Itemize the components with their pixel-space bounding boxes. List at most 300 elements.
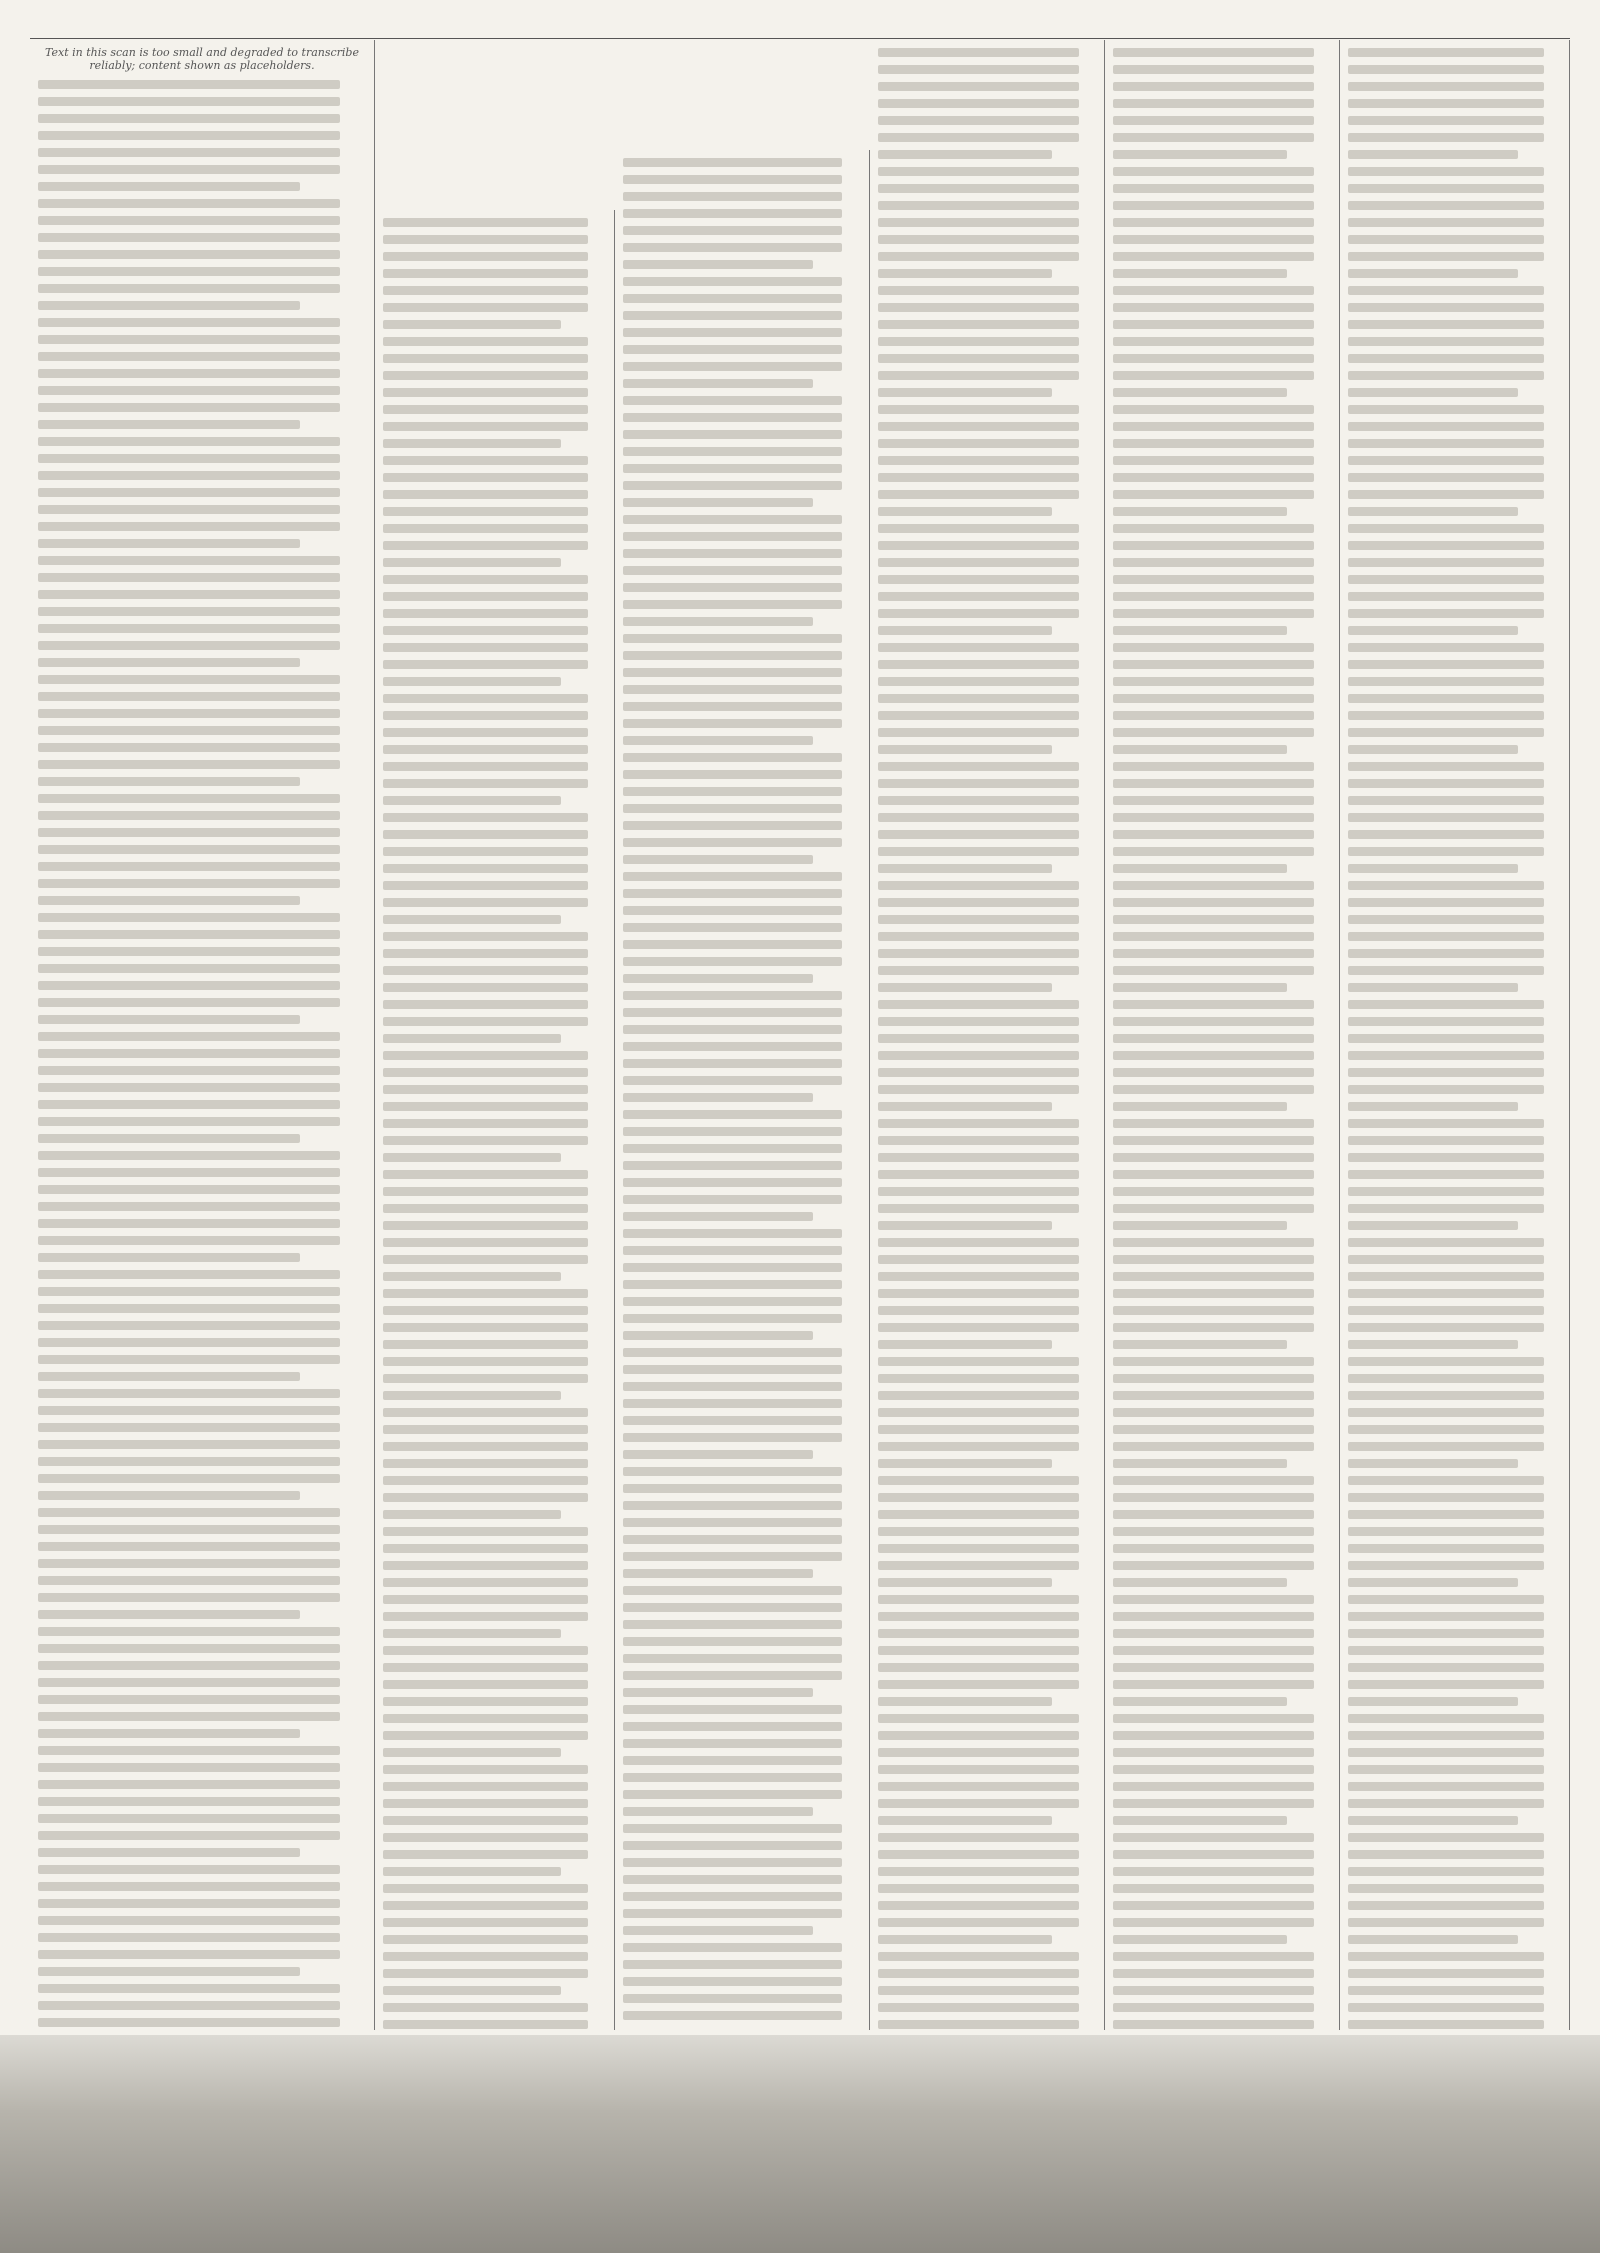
text-line <box>1348 1612 1544 1621</box>
text-line <box>623 1399 842 1408</box>
text-line <box>383 1034 561 1043</box>
text-line <box>1348 1748 1544 1757</box>
text-line <box>1348 269 1518 278</box>
text-line <box>383 762 588 771</box>
text-line <box>1348 1068 1544 1077</box>
text-line <box>1113 320 1314 329</box>
text-line <box>383 1680 588 1689</box>
text-line <box>383 303 588 312</box>
text-line <box>878 558 1079 567</box>
text-line <box>1348 1969 1544 1978</box>
text-line <box>878 677 1079 686</box>
text-line <box>1113 1153 1314 1162</box>
text-line <box>623 855 813 864</box>
text-line <box>1113 405 1314 414</box>
text-line <box>1113 371 1314 380</box>
text-line <box>878 1442 1079 1451</box>
text-line <box>623 906 842 915</box>
text-line <box>878 1408 1079 1417</box>
text-line <box>1348 626 1518 635</box>
column-1 <box>30 40 375 2030</box>
text-line <box>38 182 300 191</box>
text-line <box>1113 1051 1314 1060</box>
text-line <box>1113 1442 1314 1451</box>
text-line <box>1348 167 1544 176</box>
text-line <box>623 1110 842 1119</box>
text-line <box>38 1899 340 1908</box>
text-line <box>1348 1986 1544 1995</box>
text-line <box>383 609 588 618</box>
text-line <box>878 201 1079 210</box>
text-line <box>1113 167 1314 176</box>
text-line <box>1113 1901 1314 1910</box>
text-line <box>1113 133 1314 142</box>
text-line <box>383 626 588 635</box>
text-line <box>1348 439 1544 448</box>
text-line <box>383 490 588 499</box>
text-line <box>878 1850 1079 1859</box>
text-line <box>623 1416 842 1425</box>
text-line <box>383 1408 588 1417</box>
text-line <box>878 541 1079 550</box>
text-line <box>623 1314 842 1323</box>
text-line <box>38 1100 340 1109</box>
text-line <box>878 354 1079 363</box>
top-rule <box>30 38 1570 39</box>
text-line <box>38 913 340 922</box>
text-line <box>383 1221 588 1230</box>
text-line <box>878 99 1079 108</box>
text-line <box>1113 1697 1287 1706</box>
text-line <box>1113 1646 1314 1655</box>
column-2 <box>375 210 615 2030</box>
text-line <box>1113 1017 1314 1026</box>
text-line <box>878 303 1079 312</box>
text-line <box>1348 99 1544 108</box>
text-line <box>878 1629 1079 1638</box>
text-line <box>878 2020 1079 2029</box>
text-line <box>1113 473 1314 482</box>
text-line <box>878 1663 1079 1672</box>
text-line <box>878 167 1079 176</box>
text-line <box>1348 711 1544 720</box>
text-line <box>383 1306 588 1315</box>
text-line <box>1348 422 1544 431</box>
text-line <box>38 1746 340 1755</box>
text-line <box>878 490 1079 499</box>
text-line <box>623 1705 842 1714</box>
text-line <box>1348 1442 1544 1451</box>
text-line <box>623 311 842 320</box>
text-line <box>1113 745 1287 754</box>
text-line <box>1113 1119 1314 1128</box>
text-line <box>623 1059 842 1068</box>
text-line <box>1113 1918 1314 1927</box>
text-line <box>38 301 300 310</box>
text-line <box>878 235 1079 244</box>
text-line <box>623 1926 813 1935</box>
text-line <box>1113 2020 1314 2029</box>
text-line <box>383 1765 588 1774</box>
text-line <box>878 1187 1079 1196</box>
text-line <box>1113 235 1314 244</box>
text-line <box>623 770 842 779</box>
text-line <box>1113 1221 1287 1230</box>
text-line <box>383 2020 588 2029</box>
text-line <box>1348 1952 1544 1961</box>
text-line <box>38 454 340 463</box>
text-line <box>878 762 1079 771</box>
text-line <box>1348 150 1518 159</box>
text-line <box>38 1593 340 1602</box>
text-line <box>383 1697 588 1706</box>
text-line <box>878 1153 1079 1162</box>
text-line <box>1113 1238 1314 1247</box>
text-line <box>383 405 588 414</box>
text-line <box>623 940 842 949</box>
text-line <box>878 371 1079 380</box>
text-line <box>1348 48 1544 57</box>
text-line <box>38 1848 300 1857</box>
text-line <box>623 1977 842 1986</box>
text-line <box>878 1221 1052 1230</box>
text-line <box>623 991 842 1000</box>
text-line <box>623 1263 842 1272</box>
text-line <box>1113 677 1314 686</box>
text-line <box>38 709 340 718</box>
text-line <box>383 473 588 482</box>
text-line <box>38 1117 340 1126</box>
text-line <box>1348 660 1544 669</box>
text-line <box>623 362 842 371</box>
text-line <box>383 456 588 465</box>
text-line <box>38 1712 340 1721</box>
text-line <box>383 1663 588 1672</box>
text-line <box>38 590 340 599</box>
text-line <box>38 1814 340 1823</box>
text-line <box>878 728 1079 737</box>
text-line <box>38 862 340 871</box>
text-line <box>878 1595 1079 1604</box>
text-line <box>878 150 1052 159</box>
text-line <box>38 1083 340 1092</box>
text-line <box>38 148 340 157</box>
text-line <box>1348 1884 1544 1893</box>
text-line <box>383 235 588 244</box>
text-line <box>38 743 340 752</box>
text-line <box>1113 1714 1314 1723</box>
text-line <box>38 726 340 735</box>
text-line <box>1348 1272 1544 1281</box>
text-line <box>38 1950 340 1959</box>
text-line <box>878 1034 1079 1043</box>
text-line <box>878 1612 1079 1621</box>
text-line <box>878 133 1079 142</box>
text-line <box>1348 1357 1544 1366</box>
text-line <box>383 677 561 686</box>
text-line <box>38 522 340 531</box>
text-line <box>878 1391 1079 1400</box>
text-line <box>1348 779 1544 788</box>
text-line <box>383 507 588 516</box>
text-line <box>1348 1408 1544 1417</box>
text-line <box>383 320 561 329</box>
text-line <box>383 1102 588 1111</box>
text-line <box>878 1476 1079 1485</box>
text-line <box>383 1204 588 1213</box>
text-line <box>878 915 1079 924</box>
text-line <box>878 252 1079 261</box>
text-line <box>38 1287 340 1296</box>
text-line <box>878 864 1052 873</box>
text-line <box>38 658 300 667</box>
text-line <box>38 284 340 293</box>
text-line <box>1348 762 1544 771</box>
text-line <box>878 1085 1079 1094</box>
text-line <box>623 1739 842 1748</box>
text-line <box>623 1450 813 1459</box>
text-line <box>1113 1578 1287 1587</box>
text-line <box>1348 1697 1518 1706</box>
text-line <box>1348 82 1544 91</box>
text-line <box>1348 184 1544 193</box>
text-line <box>1348 1187 1544 1196</box>
text-line <box>1113 881 1314 890</box>
text-line <box>1348 1153 1544 1162</box>
text-line <box>623 787 842 796</box>
text-line <box>623 532 842 541</box>
text-line <box>1348 1646 1544 1655</box>
text-line <box>1113 541 1314 550</box>
text-line <box>1113 1408 1314 1417</box>
text-line <box>1348 2020 1544 2029</box>
text-line <box>1348 116 1544 125</box>
text-line <box>1113 1816 1287 1825</box>
text-line <box>38 1661 340 1670</box>
text-line <box>1113 116 1314 125</box>
text-line <box>1348 677 1544 686</box>
text-line <box>1113 201 1314 210</box>
column-6 <box>1340 40 1570 2030</box>
text-line <box>1348 1510 1544 1519</box>
text-line <box>623 1433 842 1442</box>
text-line <box>38 131 340 140</box>
text-line <box>878 643 1079 652</box>
text-line <box>1348 1102 1518 1111</box>
text-line <box>623 1127 842 1136</box>
text-line <box>1113 898 1314 907</box>
text-line <box>38 1763 340 1772</box>
text-line <box>1113 1799 1314 1808</box>
text-line <box>1348 558 1544 567</box>
text-line <box>623 702 842 711</box>
text-line <box>1348 201 1544 210</box>
text-line <box>38 964 340 973</box>
text-line <box>623 668 842 677</box>
text-line <box>1348 1476 1544 1485</box>
text-line <box>623 1586 842 1595</box>
text-line <box>878 1561 1079 1570</box>
text-line <box>1348 1527 1544 1536</box>
text-line <box>38 233 340 242</box>
text-line <box>878 1884 1079 1893</box>
text-line <box>38 1780 340 1789</box>
text-line <box>38 2018 340 2027</box>
text-line <box>878 1425 1079 1434</box>
text-line <box>1113 966 1314 975</box>
text-line <box>1348 354 1544 363</box>
text-line <box>1348 1731 1544 1740</box>
text-line <box>623 1994 842 2003</box>
text-line <box>1113 1204 1314 1213</box>
text-line <box>383 1595 588 1604</box>
text-line <box>623 1824 842 1833</box>
text-line <box>878 1272 1079 1281</box>
text-line <box>1348 65 1544 74</box>
text-line <box>383 1187 588 1196</box>
text-line <box>1348 1867 1544 1876</box>
text-line <box>1113 779 1314 788</box>
text-line <box>1348 1034 1544 1043</box>
text-line <box>1113 711 1314 720</box>
text-line <box>38 437 340 446</box>
text-line <box>1113 2003 1314 2012</box>
text-line <box>38 352 340 361</box>
text-line <box>1113 1952 1314 1961</box>
text-line <box>383 1255 588 1264</box>
text-line <box>1348 490 1544 499</box>
text-line <box>878 116 1079 125</box>
text-line <box>1348 286 1544 295</box>
text-line <box>1113 1748 1314 1757</box>
text-line <box>38 556 340 565</box>
text-line <box>1113 218 1314 227</box>
text-line <box>1113 1612 1314 1621</box>
text-line <box>383 1000 588 1009</box>
text-line <box>878 1102 1052 1111</box>
text-line <box>383 1323 588 1332</box>
text-line <box>383 1153 561 1162</box>
text-line <box>1348 1595 1544 1604</box>
text-line <box>878 592 1079 601</box>
text-line <box>623 481 842 490</box>
text-line <box>623 1518 842 1527</box>
text-line <box>1113 1986 1314 1995</box>
text-line <box>623 243 842 252</box>
text-line <box>383 354 588 363</box>
text-line <box>878 745 1052 754</box>
text-line <box>878 473 1079 482</box>
text-line <box>878 1697 1052 1706</box>
text-line <box>1113 694 1314 703</box>
text-line <box>878 1782 1079 1791</box>
text-line <box>1348 643 1544 652</box>
text-line <box>1113 337 1314 346</box>
text-line <box>623 583 842 592</box>
text-line <box>623 1042 842 1051</box>
text-line <box>38 505 340 514</box>
text-line <box>1113 762 1314 771</box>
text-line <box>878 779 1079 788</box>
text-line <box>1348 1782 1544 1791</box>
text-line <box>623 464 842 473</box>
text-line <box>623 804 842 813</box>
text-line <box>623 1484 842 1493</box>
text-line <box>1348 303 1544 312</box>
text-line <box>1113 1731 1314 1740</box>
text-line <box>1348 1663 1544 1672</box>
text-line <box>38 1984 340 1993</box>
text-line <box>623 430 842 439</box>
text-line <box>383 1646 588 1655</box>
text-line <box>1113 1255 1314 1264</box>
text-line <box>1348 218 1544 227</box>
text-line <box>623 1076 842 1085</box>
text-line <box>623 1892 842 1901</box>
text-line <box>1348 1578 1518 1587</box>
text-line <box>1113 1680 1314 1689</box>
text-line <box>1113 99 1314 108</box>
text-line <box>383 932 588 941</box>
text-line <box>38 845 340 854</box>
text-line <box>383 1782 588 1791</box>
text-line <box>1113 983 1287 992</box>
text-line <box>38 1831 340 1840</box>
text-line <box>1348 932 1544 941</box>
text-line <box>623 685 842 694</box>
text-line <box>1348 898 1544 907</box>
text-line <box>383 813 588 822</box>
text-line <box>1348 1799 1544 1808</box>
text-line <box>878 932 1079 941</box>
text-line <box>38 930 340 939</box>
text-line <box>1113 592 1314 601</box>
text-line <box>38 97 340 106</box>
text-line <box>878 1646 1079 1655</box>
text-line <box>38 1253 300 1262</box>
text-line <box>38 1457 340 1466</box>
text-line <box>38 777 300 786</box>
text-line <box>1348 694 1544 703</box>
text-line <box>38 1372 300 1381</box>
text-line <box>623 1620 842 1629</box>
text-line <box>623 1144 842 1153</box>
text-line <box>383 1901 588 1910</box>
text-line <box>383 694 588 703</box>
text-line <box>383 1340 588 1349</box>
text-line <box>1113 48 1314 57</box>
text-line <box>38 1185 340 1194</box>
text-line <box>623 158 842 167</box>
text-line <box>383 252 588 261</box>
text-line <box>878 949 1079 958</box>
text-line <box>878 1748 1079 1757</box>
text-line <box>1348 1136 1544 1145</box>
text-line <box>623 1722 842 1731</box>
text-line <box>1113 303 1314 312</box>
text-line <box>1113 660 1314 669</box>
notice-text: Text in this scan is too small and degraded to transcribe reliably; content shown as placeholders. <box>45 46 359 72</box>
text-line <box>878 983 1052 992</box>
text-line <box>623 821 842 830</box>
text-line <box>38 165 340 174</box>
text-line <box>878 1000 1079 1009</box>
text-line <box>1113 1867 1314 1876</box>
text-line <box>623 1331 813 1340</box>
text-line <box>38 624 340 633</box>
text-line <box>1113 1272 1314 1281</box>
text-line <box>878 1119 1079 1128</box>
